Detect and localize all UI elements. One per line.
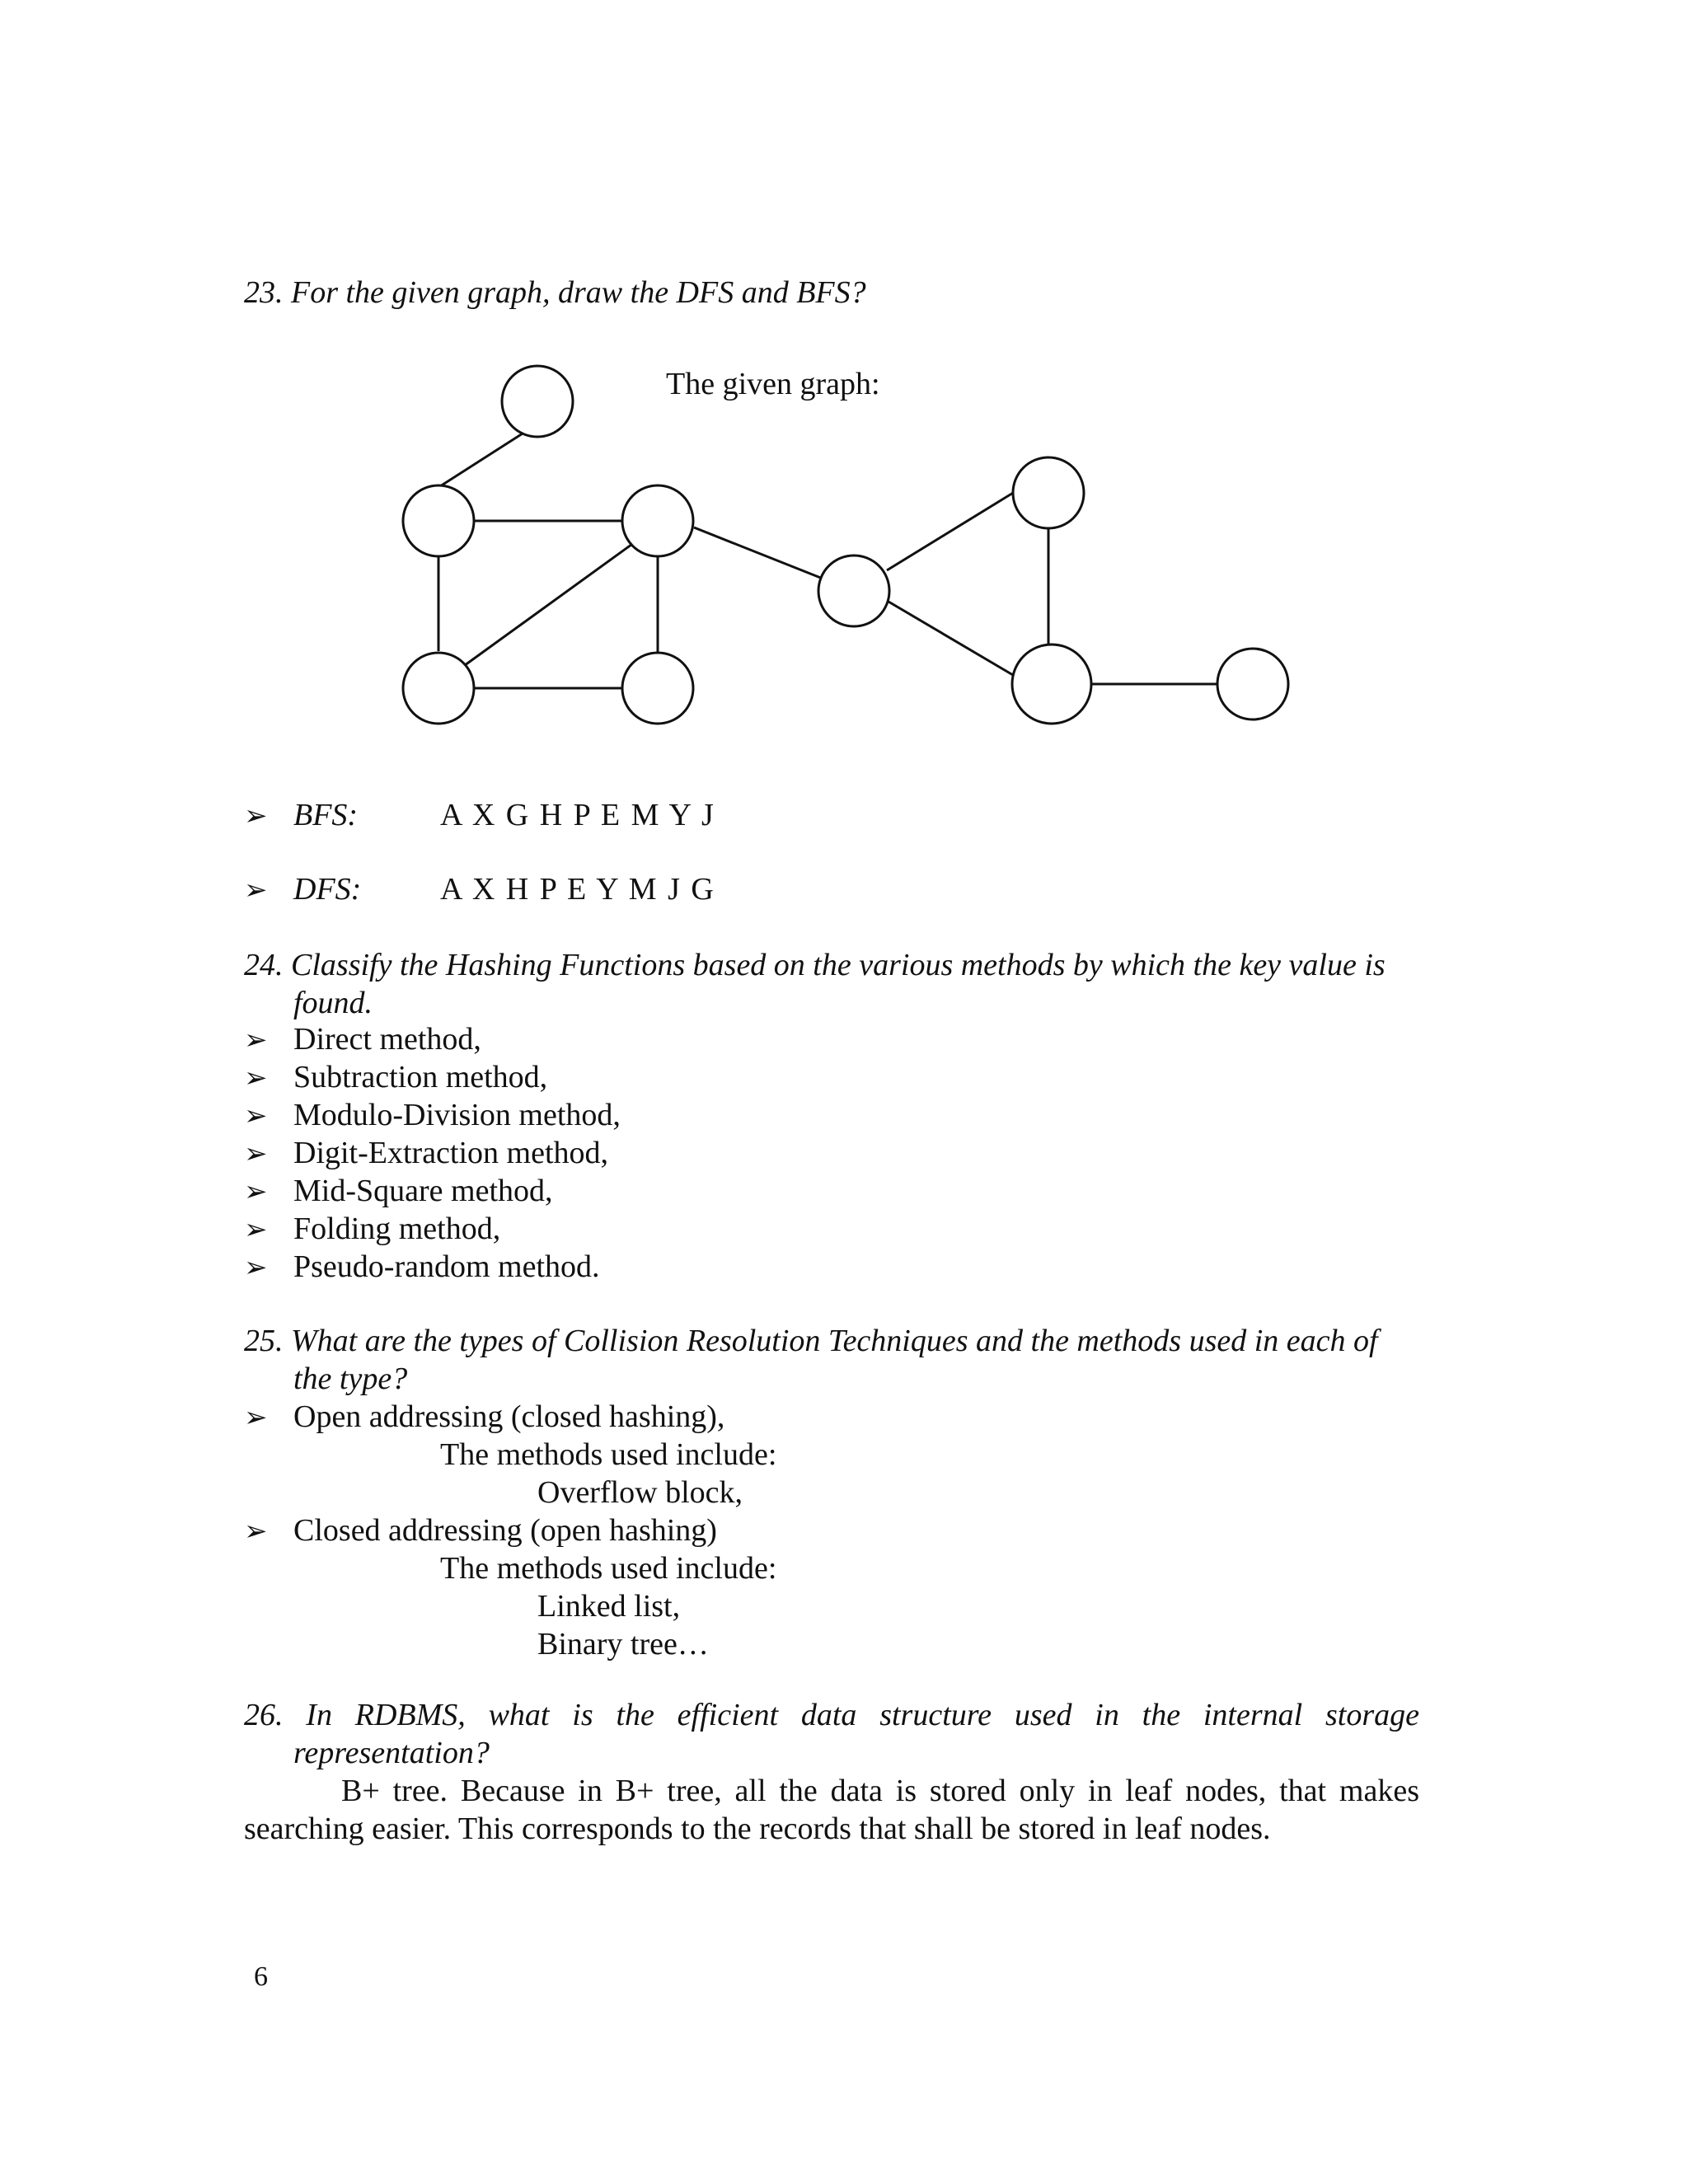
bfs-sequence: A X G H P E M Y J: [440, 798, 715, 832]
list-item: Mid-Square method,: [293, 1174, 553, 1208]
page-number: 6: [254, 1961, 268, 1992]
bullet-arrow-icon: ➢: [244, 875, 268, 906]
graph-node: [403, 653, 474, 724]
open-addressing: Open addressing (closed hashing),: [293, 1399, 725, 1434]
bullet-arrow-icon: ➢: [244, 1063, 268, 1094]
list-item: Folding method,: [293, 1212, 501, 1246]
q26-question-line2: representation?: [293, 1736, 490, 1770]
graph-edge: [887, 490, 1017, 570]
q24-question-line2: found.: [293, 986, 373, 1020]
list-item: Direct method,: [293, 1022, 481, 1057]
method-item: Linked list,: [537, 1589, 681, 1624]
q23-question: 23. For the given graph, draw the DFS and BFS?: [244, 275, 866, 310]
dfs-sequence: A X H P E Y M J G: [440, 872, 715, 907]
list-item: Digit-Extraction method,: [293, 1136, 609, 1170]
graph-node: [502, 366, 573, 437]
graph-diagram: [396, 354, 1319, 742]
closed-addressing: Closed addressing (open hashing): [293, 1513, 717, 1548]
list-item: Pseudo-random method.: [293, 1249, 600, 1284]
graph-caption: The given graph:: [666, 367, 880, 401]
q26-question-line1: 26. In RDBMS, what is the efficient data structure used in the internal storage: [244, 1698, 1419, 1732]
methods-label: The methods used include:: [440, 1551, 777, 1586]
graph-edge: [694, 527, 823, 579]
method-item: Overflow block,: [537, 1475, 743, 1510]
q25-question-line2: the type?: [293, 1361, 408, 1396]
graph-node: [403, 485, 474, 556]
graph-edge: [440, 434, 523, 486]
dfs-label: DFS:: [293, 872, 362, 907]
graph-node: [622, 485, 693, 556]
q24-question-line1: 24. Classify the Hashing Functions based on the various methods by which the key value is: [244, 948, 1386, 982]
bullet-arrow-icon: ➢: [244, 1253, 268, 1283]
bullet-arrow-icon: ➢: [244, 801, 268, 832]
graph-edge: [462, 542, 635, 668]
bfs-label: BFS:: [293, 798, 359, 832]
methods-label: The methods used include:: [440, 1437, 777, 1472]
q25-question-line1: 25. What are the types of Collision Resolution Techniques and the methods used in each of: [244, 1324, 1378, 1358]
graph-node: [818, 555, 889, 626]
list-item: Subtraction method,: [293, 1060, 548, 1094]
graph-node: [1013, 457, 1084, 528]
q26-answer-line2: searching easier. This corresponds to the records that shall be stored in leaf nodes.: [244, 1811, 1271, 1846]
graph-edge: [889, 602, 1017, 677]
bullet-arrow-icon: ➢: [244, 1516, 268, 1547]
graph-node: [1217, 649, 1288, 719]
list-item: Modulo-Division method,: [293, 1098, 621, 1132]
bullet-arrow-icon: ➢: [244, 1025, 268, 1056]
method-item: Binary tree…: [537, 1627, 709, 1661]
bullet-arrow-icon: ➢: [244, 1101, 268, 1132]
q26-answer-line1: B+ tree. Because in B+ tree, all the data is stored only in leaf nodes, that makes: [341, 1774, 1419, 1808]
graph-node: [1012, 644, 1091, 724]
bullet-arrow-icon: ➢: [244, 1139, 268, 1169]
bullet-arrow-icon: ➢: [244, 1403, 268, 1433]
bullet-arrow-icon: ➢: [244, 1215, 268, 1245]
graph-node: [622, 653, 693, 724]
bullet-arrow-icon: ➢: [244, 1177, 268, 1207]
